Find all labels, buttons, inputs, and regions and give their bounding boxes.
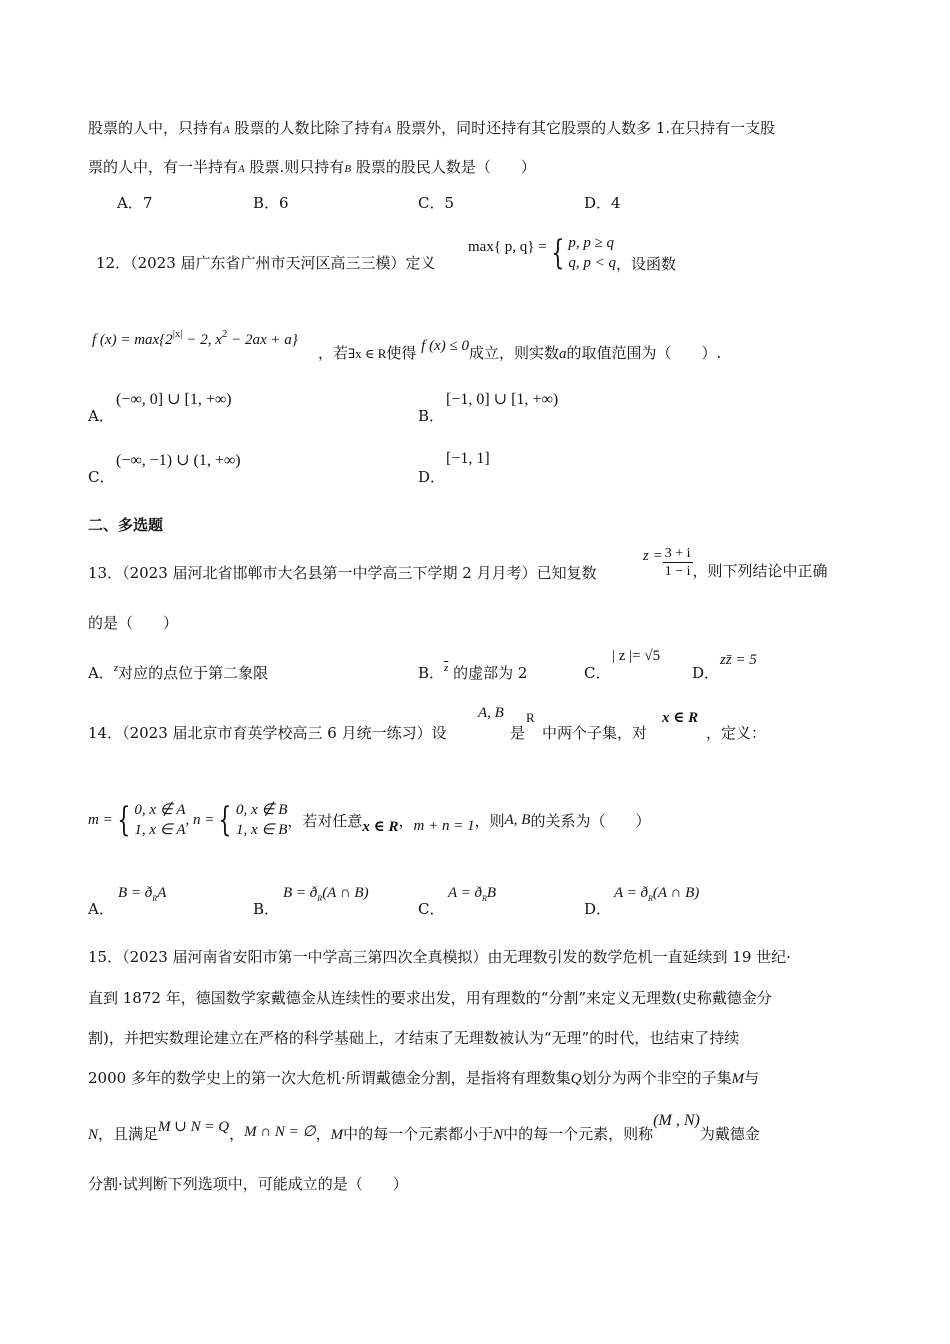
q13-line-2: 的是（ ）: [88, 614, 179, 632]
var-N: N: [493, 1127, 504, 1143]
q14-option-a-label[interactable]: A．: [88, 900, 114, 918]
q12-function-line: [92, 330, 298, 349]
q14-n-case-2: 1, x ∈ B: [236, 822, 288, 838]
q12-option-d-label[interactable]: D．: [418, 468, 446, 486]
var-B: B: [344, 163, 352, 175]
q11-option-a[interactable]: A．7: [117, 194, 153, 212]
q13-fraction-numerator: 3 + i: [664, 546, 691, 561]
q13-option-b-label: B．: [418, 664, 445, 682]
q15-line-4: [88, 1068, 759, 1089]
q13-option-d[interactable]: zz̄ = 5: [720, 652, 757, 668]
q12-mid3: 成立，则实数: [468, 344, 559, 362]
var-M: M: [731, 1071, 745, 1087]
q12-option-d[interactable]: [−1, 1]: [446, 450, 490, 467]
q15-union: M ∪ N = Q: [158, 1119, 230, 1135]
q14-option-b-label[interactable]: B．: [253, 900, 280, 918]
var-a: a: [559, 346, 567, 362]
q12-option-a[interactable]: (−∞, 0] ∪ [1, +∞): [116, 391, 232, 408]
q12-header: [96, 252, 436, 273]
q14-cond-x: x ∈ R: [362, 818, 399, 835]
q14-m-lhs: m =: [88, 811, 113, 828]
q13-tail: ，则下列结论中正确: [692, 562, 828, 580]
q13-option-a-text: 对应的点位于第二象限: [118, 664, 269, 682]
q11-line-2: [88, 157, 536, 179]
q14-header: [88, 722, 447, 743]
q14-forx: x ∈ R: [662, 710, 699, 726]
section-title-multiple-choice: 二、多选题: [88, 516, 164, 534]
max-case-2: q, p < q: [568, 255, 616, 271]
q14-option-d[interactable]: [614, 885, 699, 903]
q14-option-d-sub: R: [648, 894, 653, 903]
q14-option-a-rest: A: [157, 885, 167, 901]
q14-m-case-1: 0, x ∉ A: [134, 802, 186, 818]
q14-option-b-expr: B = ð: [283, 885, 318, 901]
q15-line-6: 分割·试判断下列选项中，可能成立的是（ ）: [88, 1175, 408, 1193]
q12-end: 的取值范围为（ ）.: [566, 344, 722, 362]
q14-option-b-rest: (A ∩ B): [322, 885, 369, 901]
q12-option-b[interactable]: [−1, 0] ∪ [1, +∞): [446, 391, 559, 408]
q15-line5-d: 中的每一个元素，则称: [503, 1125, 654, 1143]
q15-line5-e: 为戴德金: [699, 1125, 760, 1143]
q11-line2-a: 票的人中，有一半持有: [88, 158, 239, 176]
q14-option-b-sub: R: [317, 894, 323, 903]
var-A: A: [223, 124, 230, 136]
max-cases: [568, 233, 616, 273]
q14-m-cases: [134, 800, 185, 840]
q13-option-b-text: 的虚部为 2: [453, 664, 528, 682]
q13-option-a[interactable]: [88, 662, 268, 683]
var-Q: Q: [570, 1071, 582, 1087]
q14-option-d-label[interactable]: D．: [584, 900, 612, 918]
q13-option-b[interactable]: [418, 662, 527, 683]
q14-option-a-sub: R: [152, 894, 158, 903]
q15-line4-b: 划分为两个非空的子集: [581, 1069, 732, 1087]
q14-option-a-expr: B = ð: [118, 885, 153, 901]
q14-n-cases: [236, 800, 287, 840]
q14-option-c-rest: B: [486, 885, 497, 901]
q11-line1-a: 股票的人中，只持有: [88, 119, 224, 137]
max-case-1: p, p ≥ q: [568, 235, 615, 251]
q14-n-case-1: 0, x ∉ B: [236, 802, 288, 818]
q14-number: 14．: [88, 724, 123, 742]
q13-fraction-expr: [643, 545, 828, 580]
max-lhs: max{ p, q} =: [468, 238, 547, 255]
cases-brace: {: [551, 233, 564, 273]
q14-option-b[interactable]: [283, 885, 369, 903]
q12-cond: f (x) ≤ 0: [421, 338, 469, 354]
q14-cond-post: ，则: [474, 811, 505, 830]
q15-line-1: 15．（2023 届河南省安阳市第一中学高三第四次全真模拟）由无理数引发的数学危机一直延续到 19 世纪·: [88, 948, 791, 966]
q15-line-5: [88, 1112, 760, 1145]
q14-cond-sum: m + n = 1: [413, 817, 475, 834]
q11-line1-b: 股票的人数比除了持有: [234, 119, 385, 137]
q14-option-c[interactable]: [448, 885, 496, 903]
q15-line5-sep: ，: [229, 1125, 245, 1143]
q15-pair: (M , N): [653, 1112, 700, 1129]
q14-option-c-label[interactable]: C．: [418, 900, 445, 918]
q13-fraction-denominator: 1 − i: [664, 564, 691, 579]
q13-option-a-label: A．: [88, 664, 114, 682]
q12-max-definition: [468, 226, 676, 280]
q12-option-b-label[interactable]: B．: [418, 407, 445, 425]
q15-line5-c: 中的每一个元素都小于: [343, 1125, 494, 1143]
var-M: M: [330, 1127, 344, 1143]
q14-option-c-sub: R: [482, 894, 487, 903]
cases-brace: {: [117, 800, 131, 840]
cases-brace: {: [218, 800, 232, 840]
q14-mid: 中两个子集，对: [542, 724, 648, 742]
q15-line-2: 直到 1872 年，德国数学家戴德金从连续性的要求出发，用有理数的“分割”来定义无理数(史称戴德金分: [88, 989, 772, 1007]
var-A: A: [238, 163, 245, 175]
q12-mid: ，若: [318, 344, 349, 362]
q11-option-d[interactable]: D．4: [584, 194, 621, 212]
q14-cond-AB: A, B: [504, 811, 531, 828]
q12-func-rest: − 2, x: [182, 332, 222, 348]
q15-line-3: 割)，并把实数理论建立在严格的科学基础上，才结束了无理数被认为“无理”的时代，也结束了持续: [88, 1029, 740, 1047]
q12-func-exp2: 2: [221, 328, 228, 340]
q14-tail: ，定义：: [706, 724, 767, 742]
q12-option-c[interactable]: (−∞, −1) ∪ (1, +∞): [116, 452, 241, 469]
q13-number: 13．: [88, 564, 123, 582]
q11-option-c[interactable]: C．5: [418, 194, 455, 212]
q13-option-c-label[interactable]: C．: [584, 664, 611, 682]
q12-func-exp: |x|: [172, 328, 183, 340]
q14-comma: ，: [398, 811, 414, 830]
q12-func: f (x) = max{2: [92, 332, 173, 348]
q13-z-eq: z =: [643, 548, 663, 564]
q15-line5-a: ，且满足: [98, 1125, 159, 1143]
q11-option-b[interactable]: B．6: [253, 194, 289, 212]
q13-source: （2023 届河北省邯郸市大名县第一中学高三下学期 2 月月考）已知复数: [122, 564, 597, 582]
q12-option-a-label[interactable]: A．: [88, 407, 114, 425]
q11-line1-c: 股票外，同时还持有其它股票的人数多 1.在只持有一支股: [396, 119, 776, 137]
q11-line2-b: 股票.则只持有: [249, 158, 345, 176]
q15-line4-a: 2000 多年的数学史上的第一次大危机·所谓戴德金分割，是指将有理数集: [88, 1069, 571, 1087]
q12-source: （2023 届广东省广州市天河区高三三模）定义: [130, 254, 436, 272]
var-z-conjugate: z: [444, 662, 449, 674]
q14-R: R: [526, 710, 535, 725]
q14-option-a[interactable]: [118, 885, 166, 903]
q14-option-c-expr: A = ð: [448, 885, 483, 901]
var-z: z: [113, 662, 119, 674]
var-A: A: [384, 124, 392, 136]
q14-definition: [88, 794, 650, 846]
q12-tail: ，设函数: [615, 254, 676, 273]
q11-line-1: [88, 118, 775, 140]
q12-mid2: 使得: [386, 344, 417, 362]
q14-sets: A, B: [478, 705, 504, 721]
q13-option-c[interactable]: | z |= √5: [612, 648, 661, 664]
exists-x: ∃x ∈ R: [348, 346, 387, 361]
var-N: N: [88, 1127, 99, 1143]
q15-line4-c: 与: [744, 1069, 760, 1087]
q11-line2-c: 股票的股民人数是（ ）: [355, 158, 536, 176]
q12-func-rest2: − 2ax + a}: [227, 332, 298, 348]
q13-header: [88, 562, 597, 583]
q12-option-c-label[interactable]: C．: [88, 468, 115, 486]
q14-option-d-expr: A = ð: [614, 885, 649, 901]
q14-n-lhs: , n =: [185, 811, 215, 828]
q15-intersection: M ∩ N = ∅: [244, 1124, 316, 1140]
q14-cond-end: 的关系为（ ）: [530, 811, 651, 830]
q14-source: （2023 届北京市育英学校高三 6 月统一练习）设: [122, 724, 447, 742]
q12-condition-line: [318, 338, 722, 363]
q14-cond-pre: ，若对任意: [287, 811, 363, 830]
q12-number: 12．: [96, 254, 131, 272]
q14-option-d-rest: (A ∩ B): [652, 885, 700, 901]
q13-option-d-label[interactable]: D．: [692, 664, 720, 682]
q13-fraction: [663, 545, 693, 580]
q14-is: 是: [510, 724, 526, 742]
q14-m-case-2: 1, x ∈ A: [134, 822, 186, 838]
q15-line5-b: ，: [315, 1125, 331, 1143]
